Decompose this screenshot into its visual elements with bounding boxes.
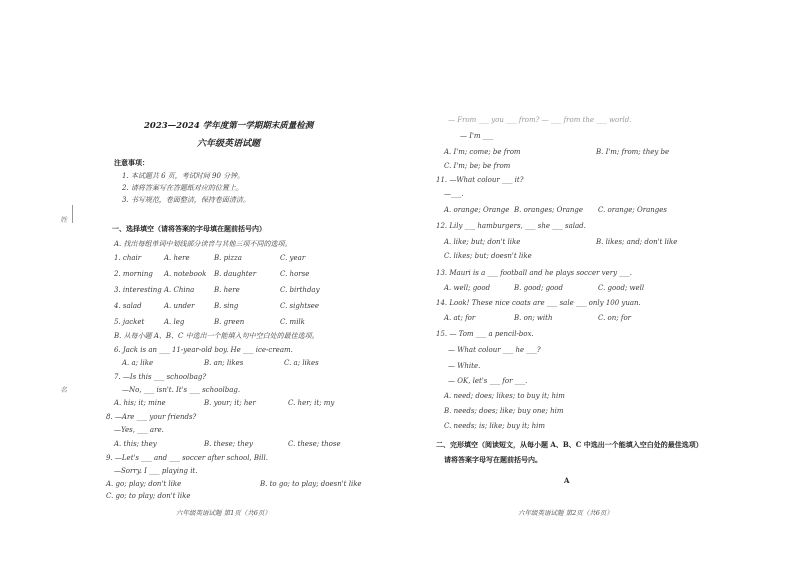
q11-option-a: A. orange; Orange — [444, 206, 510, 214]
q13-option-b: B. good; good — [514, 284, 563, 292]
q6-option-a: A. a; like — [122, 359, 154, 367]
q6-option-b: B. an; likes — [204, 359, 244, 367]
q12-option-c: C. likes; but; doesn't like — [444, 252, 532, 260]
vocab-option-c: C. sightsee — [280, 302, 320, 310]
section2-line2: 请将答案字母写在题前括号内。 — [444, 455, 542, 464]
q13-option-c: C. good; well — [598, 284, 645, 292]
question-15: 15. — Tom ___ a pencil-box. — [436, 330, 534, 338]
vocab-option-b: B. sing — [214, 302, 239, 310]
question-15c: — White. — [448, 362, 481, 370]
question-7a: 7. —Is this ___ schoolbag? — [114, 373, 207, 381]
vocab-option-a: A. here — [164, 254, 190, 262]
vocab-option-c: C. milk — [280, 318, 305, 326]
vocab-option-b: B. here — [214, 286, 240, 294]
q15-option-b: B. needs; does; like; buy one; him — [444, 407, 564, 415]
q9-option-a: A. go; play; don't like — [106, 480, 182, 488]
q8-option-a: A. this; they — [114, 440, 157, 448]
question-12: 12. Lily ___ hamburgers, ___ she ___ salad. — [436, 222, 586, 230]
margin-rule — [72, 205, 73, 223]
q9-option-b: B. to go; to play; doesn't like — [260, 480, 362, 488]
q15-option-c: C. needs; is; like; buy it; him — [444, 422, 546, 430]
q13-option-a: A. well; good — [444, 284, 491, 292]
q7-option-b: B. your; it; her — [204, 399, 256, 407]
section1-heading: 一、选择填空（请将答案的字母填在题前括号内） — [112, 224, 266, 233]
q9-option-c: C. go; to play; don't like — [106, 492, 191, 500]
q7-option-a: A. his; it; mine — [114, 399, 166, 407]
section1-instruction: A. 找出每组单词中划线部分读音与其他三项不同的选项。 — [114, 240, 292, 248]
question-9a: 9. —Let's ___ and ___ soccer after school, Bill. — [106, 454, 268, 462]
q10-option-b: B. I'm; from; they be — [596, 148, 670, 156]
exam-title: 2023—2024 学年度第一学期期末质量检测 — [144, 121, 314, 131]
question-9b: —Sorry. I ___ playing it. — [114, 467, 198, 475]
question-13: 13. Mauri is a ___ football and he plays soccer very ___. — [436, 269, 633, 277]
vocab-option-c: C. year — [280, 254, 306, 262]
notes-heading: 注意事项： — [114, 158, 149, 167]
vocab-option-c: C. birthday — [280, 286, 320, 294]
question-11: 11. —What colour ___ it? — [436, 176, 524, 184]
vocab-word: 5. jacket — [114, 318, 145, 326]
page-footer-right: 六年级英语试题 第2页（共6页） — [518, 509, 613, 517]
question-15d: — OK, let's ___ for ___. — [448, 377, 528, 385]
vocab-option-b: B. green — [214, 318, 245, 326]
question-15b: — What colour ___ he ___? — [448, 346, 541, 354]
note-2: 2. 请将答案写在答题纸对应的位置上。 — [122, 184, 243, 192]
question-6: 6. Jack is an ___ 11-year-old boy. He ___ ice-cream. — [114, 346, 293, 354]
q6-option-c: C. a; likes — [284, 359, 319, 367]
question-7b: —No, ___ isn't. It's ___ schoolbag. — [122, 386, 241, 394]
exam-subtitle: 六年级英语试题 — [197, 139, 261, 149]
vocab-option-c: C. horse — [280, 270, 310, 278]
vocab-word: 1. chair — [114, 254, 142, 262]
question-8b: —Yes, ___ are. — [114, 426, 164, 434]
note-3: 3. 书写规范，卷面整洁，保持卷面清洁。 — [122, 196, 250, 204]
q10-option-a: A. I'm; come; be from — [444, 148, 521, 156]
vocab-word: 2. morning — [114, 270, 153, 278]
margin-mark-2: 名 — [60, 386, 67, 394]
q14-option-b: B. on; with — [514, 314, 553, 322]
passage-marker: A — [564, 476, 570, 485]
question-14: 14. Look! These nice coats are ___ sale ___ only 100 yuan. — [436, 299, 641, 307]
vocab-option-b: B. pizza — [214, 254, 242, 262]
question-10-lead: — I'm ___ — [460, 132, 494, 140]
note-1: 1. 本试题共 6 页，考试时间 90 分钟。 — [122, 172, 245, 180]
page-footer-left: 六年级英语试题 第1页（共6页） — [176, 509, 271, 517]
q8-option-b: B. these; they — [204, 440, 253, 448]
margin-mark-1: 姓 — [60, 216, 67, 224]
vocab-word: 4. salad — [114, 302, 142, 310]
vocab-option-b: B. daughter — [214, 270, 257, 278]
question-8a: 8. —Are ___ your friends? — [106, 413, 197, 421]
q7-option-c: C. her; it; my — [288, 399, 335, 407]
vocab-option-a: A. leg — [164, 318, 185, 326]
q14-option-a: A. at; for — [444, 314, 476, 322]
section2-heading: 二、完形填空（阅读短文，从每小题 A、B、C 中选出一个能填入空白处的最佳选项） — [436, 440, 703, 449]
q12-option-a: A. like; but; don't like — [444, 238, 521, 246]
q14-option-c: C. on; for — [598, 314, 632, 322]
question-10-top: — From ___ you ___ from? — ___ from the ___ world. — [448, 116, 632, 124]
vocab-option-a: A. China — [164, 286, 195, 294]
q10-option-c: C. I'm; be; be from — [444, 162, 511, 170]
q11-option-c: C. orange; Oranges — [598, 206, 667, 214]
q8-option-c: C. these; those — [288, 440, 341, 448]
exam-page-right — [430, 105, 750, 525]
vocab-word: 3. interesting — [114, 286, 162, 294]
vocab-option-a: A. under — [164, 302, 195, 310]
vocab-option-a: A. notebook — [164, 270, 207, 278]
q15-option-a: A. need; does; likes; to buy it; him — [444, 392, 565, 400]
q12-option-b: B. likes; and; don't like — [596, 238, 678, 246]
exam-page-left — [92, 105, 412, 525]
section1b-instruction: B. 从每小题 A、B、C 中选出一个能填入句中空白处的最佳选项。 — [114, 332, 319, 340]
question-11b: —___. — [444, 190, 464, 198]
q11-option-b: B. oranges; Orange — [514, 206, 584, 214]
